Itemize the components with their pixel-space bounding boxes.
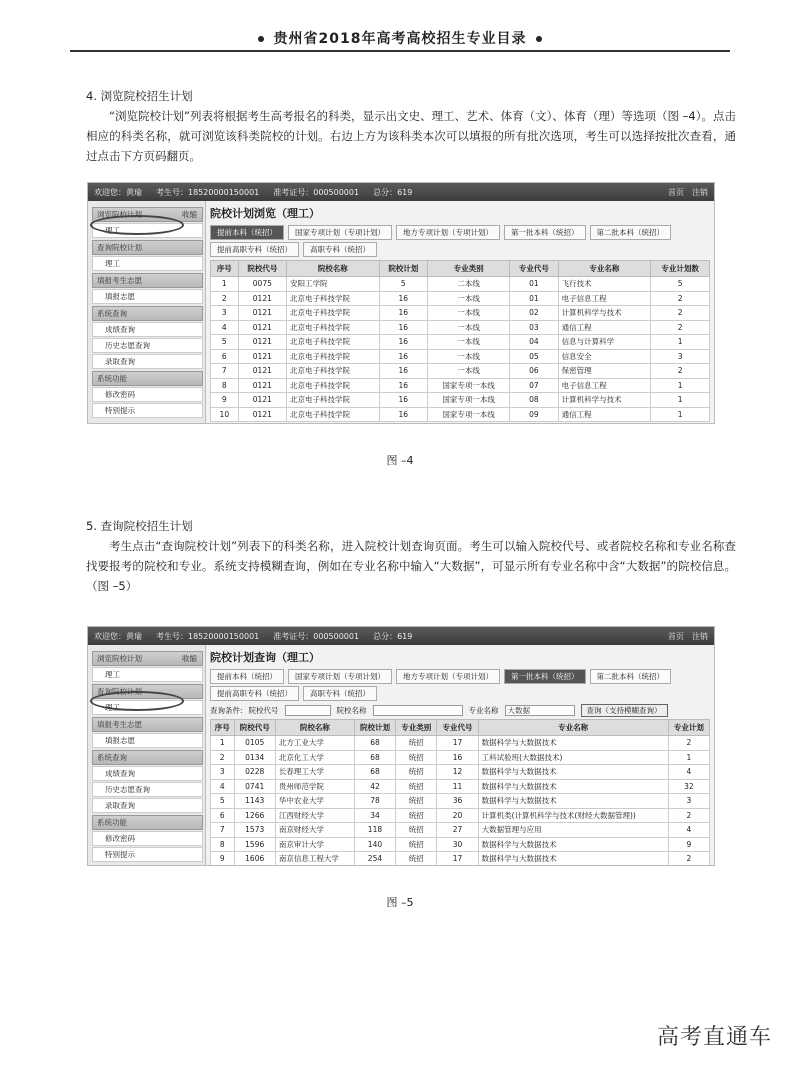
table-cell: 07 — [510, 378, 558, 393]
table-cell: 江西财经大学 — [275, 808, 354, 823]
table-cell: 信息与计算科学 — [558, 335, 651, 350]
main-panel — [206, 201, 714, 423]
bullet-icon — [536, 36, 542, 42]
table-cell: 1573 — [234, 823, 275, 838]
batch-tab[interactable]: 国家专项计划（专项计划） — [288, 669, 392, 684]
query-result-table — [210, 719, 710, 866]
column-header[interactable]: 院校名称 — [275, 720, 354, 736]
batch-tab[interactable]: 地方专项计划（专项计划） — [396, 225, 500, 240]
sidebar-item-notice[interactable]: 特别提示 — [92, 403, 203, 418]
batch-tab[interactable]: 地方专项计划（专项计划） — [396, 669, 500, 684]
table-cell: 统招 — [396, 808, 437, 823]
table-row[interactable] — [211, 349, 710, 364]
table-cell: 北京化工大学 — [275, 750, 354, 765]
school-name-label: 院校名称 — [336, 706, 367, 715]
table-cell: 2 — [668, 808, 709, 823]
batch-tab[interactable]: 第一批本科（统招） — [504, 669, 586, 684]
table-cell: 1596 — [234, 837, 275, 852]
table-cell: 68 — [354, 750, 395, 765]
table-cell: 0121 — [238, 393, 286, 408]
table-cell: 2 — [668, 852, 709, 867]
batch-tab[interactable]: 高职专科（统招） — [303, 686, 377, 701]
column-header[interactable]: 专业计划数 — [651, 261, 710, 277]
table-cell: 05 — [510, 349, 558, 364]
school-name-input[interactable] — [373, 705, 463, 716]
school-code-label: 院校代号 — [248, 706, 279, 715]
table-cell: 国家专项一本线 — [428, 393, 510, 408]
table-cell: 0121 — [238, 349, 286, 364]
table-cell: 8 — [211, 378, 239, 393]
column-header[interactable]: 院校计划 — [354, 720, 395, 736]
table-row[interactable] — [211, 750, 710, 765]
table-cell: 电子信息工程 — [558, 378, 651, 393]
main-panel — [206, 645, 714, 865]
table-cell: 11 — [437, 779, 478, 794]
table-cell: 通信工程 — [558, 320, 651, 335]
table-cell: 8 — [211, 837, 235, 852]
figure-5-caption: 图 –5 — [386, 896, 414, 909]
table-cell: 16 — [379, 349, 427, 364]
table-cell: 2 — [668, 736, 709, 751]
column-header[interactable]: 院校代号 — [238, 261, 286, 277]
table-cell: 16 — [379, 291, 427, 306]
table-cell: 0134 — [234, 750, 275, 765]
plan-table — [210, 260, 710, 422]
table-cell: 17 — [437, 736, 478, 751]
home-link[interactable]: 首页 — [668, 187, 684, 197]
table-cell: 16 — [379, 393, 427, 408]
section-5-body: 考生点击“查询院校计划”列表下的科类名称，进入院校计划查询页面。考生可以输入院校代号、或者院校名称和专业名称查找要报考的院校和专业。系统支持模糊查询，例如在专业名称中输入“大数据”，可显示所有专业名称中含“大数据”的院校信息。（图 –5） — [86, 539, 736, 593]
table-cell: 5 — [211, 794, 235, 809]
batch-tab[interactable]: 第二批本科（统招） — [590, 225, 672, 240]
table-cell: 4 — [668, 823, 709, 838]
batch-tab[interactable]: 提前本科（统招） — [210, 225, 284, 240]
table-cell: 09 — [510, 407, 558, 422]
table-cell: 1 — [651, 407, 710, 422]
table-row[interactable] — [211, 837, 710, 852]
table-cell: 二本线 — [428, 277, 510, 292]
table-cell: 0105 — [234, 736, 275, 751]
table-cell: 01 — [510, 277, 558, 292]
table-cell: 0228 — [234, 765, 275, 780]
table-cell: 北京电子科技学院 — [287, 378, 380, 393]
welcome-text: 欢迎您：黄瑜 — [94, 187, 142, 197]
table-row[interactable] — [211, 736, 710, 751]
table-cell: 5 — [211, 335, 239, 350]
table-cell: 2 — [211, 291, 239, 306]
table-cell: 北京电子科技学院 — [287, 291, 380, 306]
column-header[interactable]: 序号 — [211, 720, 235, 736]
sidebar-item-history[interactable]: 历史志愿查询 — [92, 338, 203, 353]
table-cell: 一本线 — [428, 320, 510, 335]
total-score: 总分：619 — [373, 187, 413, 197]
table-cell: 3 — [651, 349, 710, 364]
batch-tab[interactable]: 国家专项计划（专项计划） — [288, 225, 392, 240]
table-row[interactable] — [211, 335, 710, 350]
sidebar-item-admission[interactable]: 录取查询 — [92, 354, 203, 369]
sidebar-item-browse-science[interactable]: 理工 — [92, 667, 203, 682]
table-row[interactable] — [211, 364, 710, 379]
sidebar — [88, 201, 206, 423]
table-row[interactable] — [211, 779, 710, 794]
table-cell: 2 — [651, 364, 710, 379]
table-cell: 42 — [354, 779, 395, 794]
table-cell: 长春理工大学 — [275, 765, 354, 780]
sidebar-item-apply[interactable]: 填报志愿 — [92, 733, 203, 748]
table-cell: 1266 — [234, 808, 275, 823]
table-cell: 16 — [379, 378, 427, 393]
batch-tab[interactable]: 高职专科（统招） — [303, 242, 377, 257]
column-header[interactable]: 专业名称 — [558, 261, 651, 277]
table-row[interactable] — [211, 407, 710, 422]
table-cell: 12 — [437, 765, 478, 780]
table-cell: 1 — [211, 736, 235, 751]
sidebar-item-scores[interactable]: 成绩查询 — [92, 766, 203, 781]
table-cell: 计算机科学与技术 — [558, 306, 651, 321]
sidebar-group-system-query[interactable]: 系统查询 — [92, 306, 203, 321]
sidebar-group-apply[interactable]: 填报考生志愿 — [92, 273, 203, 288]
table-cell: 0121 — [238, 306, 286, 321]
table-cell: 统招 — [396, 736, 437, 751]
table-cell: 32 — [668, 779, 709, 794]
table-cell: 7 — [211, 364, 239, 379]
table-cell: 一本线 — [428, 349, 510, 364]
table-cell: 华中农业大学 — [275, 794, 354, 809]
column-header[interactable]: 专业类别 — [428, 261, 510, 277]
logout-link[interactable]: 注销 — [692, 631, 708, 641]
table-cell: 数据科学与大数据技术 — [478, 852, 668, 867]
table-cell: 一本线 — [428, 364, 510, 379]
table-cell: 数据科学与大数据技术 — [478, 765, 668, 780]
logout-link[interactable]: 注销 — [692, 187, 708, 197]
query-bar — [210, 704, 710, 717]
page-header — [70, 28, 730, 50]
table-cell: 10 — [211, 407, 239, 422]
table-row[interactable] — [211, 852, 710, 867]
top-bar — [88, 183, 714, 201]
table-cell: 0121 — [238, 407, 286, 422]
table-cell: 北方工业大学 — [275, 736, 354, 751]
table-row[interactable] — [211, 393, 710, 408]
table-cell: 03 — [510, 320, 558, 335]
candidate-number: 考生号：18520000150001 — [156, 187, 260, 197]
table-cell: 2 — [651, 291, 710, 306]
table-row[interactable] — [211, 320, 710, 335]
sidebar-group-query[interactable]: 查询院校计划 — [92, 240, 203, 255]
table-cell: 数据科学与大数据技术 — [478, 837, 668, 852]
table-cell: 16 — [379, 320, 427, 335]
welcome-text: 欢迎您：黄瑜 — [94, 631, 142, 641]
batch-tab[interactable]: 第二批本科（统招） — [590, 669, 672, 684]
table-cell: 2 — [651, 320, 710, 335]
table-cell: 20 — [437, 808, 478, 823]
section-4-heading: 4. 浏览院校招生计划 — [86, 89, 193, 103]
bullet-icon — [258, 36, 264, 42]
top-bar — [88, 627, 714, 645]
table-cell: 16 — [379, 335, 427, 350]
table-cell: 08 — [510, 393, 558, 408]
table-cell: 大数据管理与应用 — [478, 823, 668, 838]
sidebar-item-query-science[interactable]: 理工 — [92, 700, 203, 715]
table-cell: 27 — [437, 823, 478, 838]
sidebar-item-notice[interactable]: 特别提示 — [92, 847, 203, 862]
table-cell: 17 — [437, 852, 478, 867]
column-header[interactable]: 院校计划 — [379, 261, 427, 277]
table-cell: 北京电子科技学院 — [287, 306, 380, 321]
table-cell: 计算机类(计算机科学与技术(财经大数据管理)) — [478, 808, 668, 823]
query-label: 查询条件: — [210, 706, 243, 715]
sidebar-item-password[interactable]: 修改密码 — [92, 387, 203, 402]
sidebar-group-query[interactable]: 查询院校计划 — [92, 684, 203, 699]
batch-tabs — [210, 669, 710, 701]
table-cell: 6 — [211, 349, 239, 364]
sidebar — [88, 645, 206, 865]
table-cell: 02 — [510, 306, 558, 321]
table-row[interactable] — [211, 794, 710, 809]
table-cell: 16 — [437, 750, 478, 765]
table-cell: 9 — [211, 852, 235, 867]
table-cell: 统招 — [396, 779, 437, 794]
section-5-heading: 5. 查询院校招生计划 — [86, 519, 193, 533]
column-header[interactable]: 院校代号 — [234, 720, 275, 736]
table-cell: 7 — [211, 823, 235, 838]
table-cell: 南京财经大学 — [275, 823, 354, 838]
table-cell: 北京电子科技学院 — [287, 320, 380, 335]
table-cell: 0121 — [238, 378, 286, 393]
table-cell: 06 — [510, 364, 558, 379]
sidebar-item-admission[interactable]: 录取查询 — [92, 798, 203, 813]
column-header[interactable]: 专业类别 — [396, 720, 437, 736]
figure-4-screenshot — [87, 182, 715, 424]
table-cell: 北京电子科技学院 — [287, 349, 380, 364]
table-cell: 16 — [379, 407, 427, 422]
table-cell: 4 — [668, 765, 709, 780]
table-cell: 1 — [651, 378, 710, 393]
table-cell: 北京电子科技学院 — [287, 393, 380, 408]
table-cell: 2 — [211, 750, 235, 765]
table-cell: 140 — [354, 837, 395, 852]
table-cell: 1143 — [234, 794, 275, 809]
candidate-number: 考生号：18520000150001 — [156, 631, 260, 641]
table-cell: 0075 — [238, 277, 286, 292]
table-cell: 0121 — [238, 364, 286, 379]
sidebar-group-system-func[interactable]: 系统功能 — [92, 371, 203, 386]
table-row[interactable] — [211, 291, 710, 306]
table-cell: 01 — [510, 291, 558, 306]
table-cell: 9 — [668, 837, 709, 852]
table-cell: 34 — [354, 808, 395, 823]
table-cell: 1 — [668, 750, 709, 765]
table-cell: 0121 — [238, 335, 286, 350]
sidebar-group-browse[interactable]: 浏览院校计划 — [92, 207, 203, 222]
table-cell: 5 — [651, 277, 710, 292]
table-cell: 一本线 — [428, 291, 510, 306]
panel-title: 院校计划查询（理工） — [210, 651, 320, 664]
sidebar-item-query-science[interactable]: 理工 — [92, 256, 203, 271]
table-cell: 1 — [651, 335, 710, 350]
sidebar-item-password[interactable]: 修改密码 — [92, 831, 203, 846]
table-cell: 16 — [379, 364, 427, 379]
table-cell: 统招 — [396, 765, 437, 780]
sidebar-item-history[interactable]: 历史志愿查询 — [92, 782, 203, 797]
table-cell: 国家专项一本线 — [428, 378, 510, 393]
sidebar-group-system-func[interactable]: 系统功能 — [92, 815, 203, 830]
table-cell: 信息安全 — [558, 349, 651, 364]
column-header[interactable]: 专业计划 — [668, 720, 709, 736]
table-cell: 飞行技术 — [558, 277, 651, 292]
highlight-ellipse — [90, 691, 184, 711]
column-header[interactable]: 序号 — [211, 261, 239, 277]
table-cell: 78 — [354, 794, 395, 809]
table-cell: 统招 — [396, 837, 437, 852]
table-cell: 工科试验班(大数据技术) — [478, 750, 668, 765]
table-cell: 5 — [379, 277, 427, 292]
table-cell: 安阳工学院 — [287, 277, 380, 292]
table-cell: 北京电子科技学院 — [287, 407, 380, 422]
table-cell: 0121 — [238, 291, 286, 306]
table-cell: 1 — [211, 277, 239, 292]
major-name-label: 专业名称 — [468, 706, 499, 715]
column-header[interactable]: 专业代号 — [510, 261, 558, 277]
table-cell: 计算机科学与技术 — [558, 393, 651, 408]
table-cell: 电子信息工程 — [558, 291, 651, 306]
table-cell: 保密管理 — [558, 364, 651, 379]
home-link[interactable]: 首页 — [668, 631, 684, 641]
sidebar-group-apply[interactable]: 填报考生志愿 — [92, 717, 203, 732]
table-cell: 北京电子科技学院 — [287, 364, 380, 379]
table-cell: 数据科学与大数据技术 — [478, 779, 668, 794]
table-cell: 贵州师范学院 — [275, 779, 354, 794]
major-name-input[interactable]: 大数据 — [505, 705, 575, 716]
watermark: 高考直通车 — [656, 1025, 772, 1050]
page-title: 贵州省2018年高考高校招生专业目录 — [273, 31, 527, 47]
batch-tab[interactable]: 提前高职专科（统招） — [210, 686, 299, 701]
header-rule — [70, 50, 730, 52]
sidebar-group-system-query[interactable]: 系统查询 — [92, 750, 203, 765]
table-cell: 30 — [437, 837, 478, 852]
table-cell: 统招 — [396, 852, 437, 867]
table-cell: 南京信息工程大学 — [275, 852, 354, 867]
table-cell: 南京审计大学 — [275, 837, 354, 852]
figure-4-caption: 图 –4 — [386, 454, 414, 467]
table-cell: 统招 — [396, 823, 437, 838]
table-cell: 0741 — [234, 779, 275, 794]
table-cell: 1 — [651, 393, 710, 408]
table-row[interactable] — [211, 765, 710, 780]
table-cell: 9 — [211, 393, 239, 408]
table-cell: 数据科学与大数据技术 — [478, 794, 668, 809]
section-4 — [86, 86, 736, 166]
table-cell: 一本线 — [428, 306, 510, 321]
table-cell: 16 — [379, 306, 427, 321]
school-code-input[interactable] — [285, 705, 331, 716]
table-cell: 68 — [354, 736, 395, 751]
table-cell: 3 — [211, 306, 239, 321]
table-cell: 一本线 — [428, 335, 510, 350]
table-row[interactable] — [211, 808, 710, 823]
table-cell: 北京电子科技学院 — [287, 335, 380, 350]
figure-5-screenshot — [87, 626, 715, 866]
table-cell: 1606 — [234, 852, 275, 867]
column-header[interactable]: 院校名称 — [287, 261, 380, 277]
table-cell: 118 — [354, 823, 395, 838]
highlight-ellipse — [90, 215, 184, 235]
table-cell: 36 — [437, 794, 478, 809]
table-cell: 4 — [211, 779, 235, 794]
batch-tab[interactable]: 第一批本科（统招） — [504, 225, 586, 240]
sidebar-item-browse-science[interactable]: 理工 — [92, 223, 203, 238]
ticket-number: 准考证号：000500001 — [273, 187, 360, 197]
panel-title: 院校计划浏览（理工） — [210, 207, 320, 220]
query-button[interactable]: 查询（支持模糊查询） — [581, 704, 668, 717]
table-cell: 68 — [354, 765, 395, 780]
column-header[interactable]: 专业代号 — [437, 720, 478, 736]
sidebar-item-apply[interactable]: 填报志愿 — [92, 289, 203, 304]
table-cell: 统招 — [396, 794, 437, 809]
table-cell: 3 — [668, 794, 709, 809]
table-cell: 4 — [211, 320, 239, 335]
table-row[interactable] — [211, 306, 710, 321]
sidebar-group-browse[interactable]: 浏览院校计划 — [92, 651, 203, 666]
column-header[interactable]: 专业名称 — [478, 720, 668, 736]
table-cell: 数据科学与大数据技术 — [478, 736, 668, 751]
ticket-number: 准考证号：000500001 — [273, 631, 360, 641]
table-cell: 2 — [651, 306, 710, 321]
section-4-body: “浏览院校计划”列表将根据考生高考报名的科类，显示出文史、理工、艺术、体育（文）、体育（理）等选项（图 –4）。点击相应的科类名称，就可浏览该科类院校的计划。右边上方为该科类本次可以填报的所有批次选项，考生可以选择按批次查看，通过点击下方页码翻页。 — [86, 109, 736, 163]
table-cell: 国家专项一本线 — [428, 407, 510, 422]
collapse-link[interactable]: 收缩 — [182, 210, 197, 219]
table-row[interactable] — [211, 378, 710, 393]
table-cell: 通信工程 — [558, 407, 651, 422]
table-cell: 6 — [211, 808, 235, 823]
section-5 — [86, 516, 736, 596]
total-score: 总分：619 — [373, 631, 413, 641]
batch-tab[interactable]: 提前本科（统招） — [210, 669, 284, 684]
table-row[interactable] — [211, 823, 710, 838]
table-row[interactable] — [211, 277, 710, 292]
table-cell: 统招 — [396, 750, 437, 765]
collapse-link[interactable]: 收缩 — [182, 654, 197, 663]
sidebar-item-scores[interactable]: 成绩查询 — [92, 322, 203, 337]
table-cell: 254 — [354, 852, 395, 867]
table-cell: 04 — [510, 335, 558, 350]
batch-tabs — [210, 225, 710, 257]
table-cell: 0121 — [238, 320, 286, 335]
table-cell: 3 — [211, 765, 235, 780]
batch-tab[interactable]: 提前高职专科（统招） — [210, 242, 299, 257]
